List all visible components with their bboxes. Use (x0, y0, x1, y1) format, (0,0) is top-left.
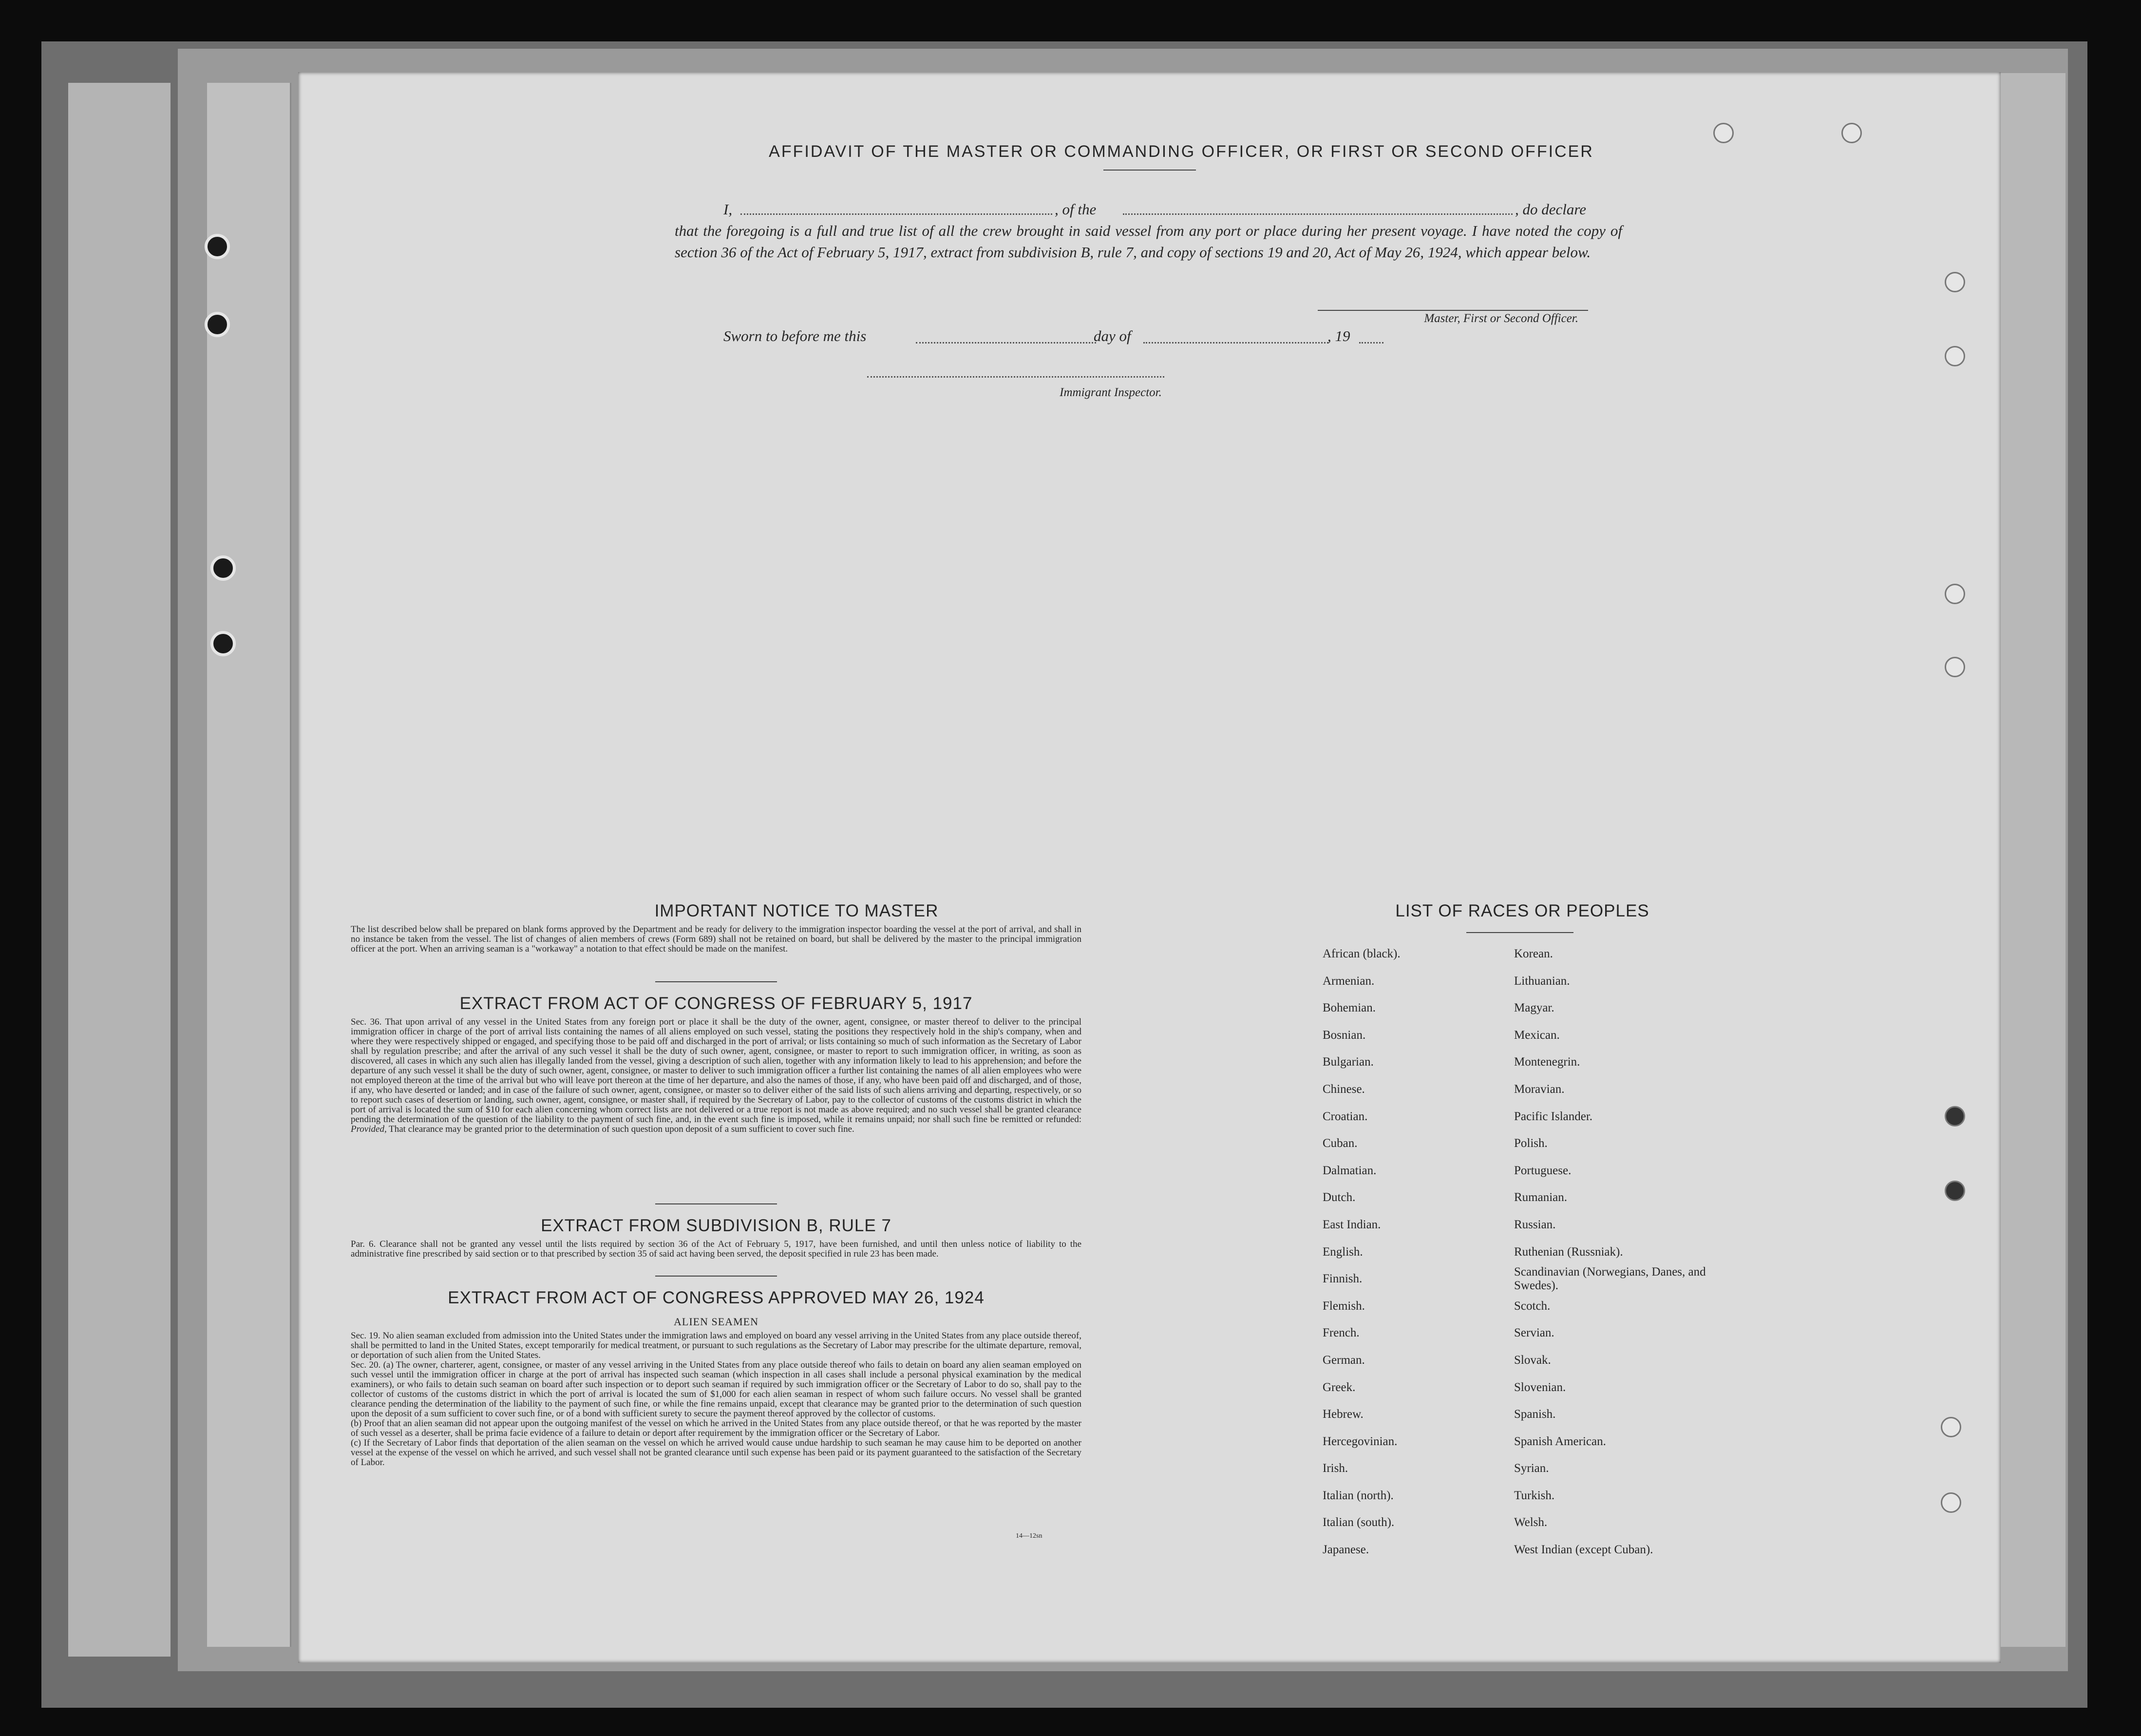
affidavit-declare: , do declare (1515, 201, 1587, 218)
sec-19-text: Sec. 19. No alien seaman excluded from admission into the United States under the immigration laws and employed on board any vessel arriving in the United States from any place outside thereof, shall be permitted to land in the United States, except temporarily for medical treatment, or pursuant to such regulations as the Secretary of Labor may prescribe for the ultimate departure, removal, or deportation of such alien from the United States. (351, 1331, 1081, 1360)
race-item: Polish. (1514, 1137, 1548, 1150)
race-item: Irish. (1323, 1462, 1348, 1475)
affidavit-title: AFFIDAVIT OF THE MASTER OR COMMANDING OFFICER, OR FIRST OR SECOND OFFICER (769, 142, 1594, 161)
affidavit-of-the: , of the (1055, 201, 1097, 218)
title-divider (1103, 170, 1196, 171)
punch-hole-icon (1945, 584, 1965, 604)
proviso-text: That clearance may be granted prior to the determination of such question upon deposit of a sum sufficient to cover such fine. (389, 1124, 854, 1134)
race-item: Cuban. (1323, 1137, 1358, 1150)
divider (655, 1276, 777, 1277)
race-item: Hercegovinian. (1323, 1434, 1398, 1448)
notice-title: IMPORTANT NOTICE TO MASTER (654, 901, 939, 920)
punch-hole-icon (1945, 1181, 1965, 1201)
punch-hole-icon (1941, 1417, 1961, 1437)
race-item: Portuguese. (1514, 1164, 1572, 1177)
notice-text: The list described below shall be prepared on blank forms approved by the Department and be ready for delivery to the immigration inspector boarding the vessel at the port of arrival, and shall in no instance be taken from the vessel. The list of changes of alien members of crews (Form 689) shall not be retained on board, but shall be delivered by the master to the principal immigration officer at the port. When an arriving seaman is a "workaway" a notation to that effect should be made on the manifest. (351, 924, 1081, 954)
inspector-line (867, 375, 1164, 378)
race-item: Armenian. (1323, 974, 1375, 988)
day-of-label: day of (1094, 327, 1131, 344)
sec-36-text: That upon arrival of any vessel in the United States from any foreign port or place it shall be the duty of the owner, agent, consignee, or master thereof to deliver to the principal immigration officer in charge of the port of arrival lists containing the names of all aliens employed on such vessel, stating the positions they respectively hold in the ship's company, when and where they were respectively shipped or engaged, and specifying those to be paid off and discharged in the port of arrival; or lists containing so much of such information as the Secretary of Labor shall by regulation prescribe; and after the arrival of any such vessel it shall be the duty of such owner, agent, consignee, or master to report to such immigration officer, in writing, as soon as discovered, all cases in which any such alien has illegally landed from the vessel, giving a description of such alien, together with any information likely to lead to his apprehension; and before the departure of any such vessel it shall be the duty of such owner, agent, consignee, or master to deliver to such immigration officer a further list containing the names of all alien employees who were not employed thereon at the time of the arrival but who will leave port thereon at the time of her departure, and also the names of those, if any, who have been paid off and discharged, and of those, if any, who have deserted or landed; and in case of the failure of such owner, agent, consignee, or master so to deliver either of the said lists of such aliens arriving and departing, respectively, or so to report such cases of desertion or landing, such owner, agent, consignee, or master shall, if required by the Secretary of Labor, pay to the collector of customs of the customs district in which the port of arrival is located the sum of $10 for each alien concerning whom correct lists are not delivered or a true report is not made as above required; and no such vessel shall be granted clearance pending the determination of the question of the liability to the payment of such fine, and, in the event such fine is imposed, while it remains unpaid; nor shall such fine be remitted or refunded: (351, 1017, 1081, 1125)
signature-line (1318, 310, 1588, 311)
affidavit-first-line (675, 199, 1622, 220)
extract-1917-title: EXTRACT FROM ACT OF CONGRESS OF FEBRUARY 5, 1917 (459, 994, 973, 1013)
day-blank (916, 327, 1096, 343)
race-item: Magyar. (1514, 1001, 1554, 1015)
race-item: Rumanian. (1514, 1191, 1568, 1204)
race-item: Montenegrin. (1514, 1055, 1580, 1069)
race-item: West Indian (except Cuban). (1514, 1543, 1653, 1557)
race-item: Scandinavian (Norwegians, Danes, and Swedes). (1514, 1265, 1706, 1292)
punch-hole-icon (1945, 657, 1965, 677)
punch-hole-icon (210, 631, 236, 656)
form-number: 14—12sn (1016, 1532, 1042, 1540)
name-blank (740, 199, 1052, 215)
proviso-label: Provided, (351, 1124, 387, 1134)
race-item: Slovenian. (1514, 1380, 1566, 1394)
month-blank (1143, 327, 1328, 343)
sec-20b-text: (b) Proof that an alien seaman did not appear upon the outgoing manifest of the vessel on which he arrived in the United States from any place outside thereof, or that he was reported by the master of such vessel as a deserter, shall be prima facie evidence of a failure to detain or deport after requirement by the immigration officer or the Secretary of Labor. (351, 1418, 1081, 1438)
race-item: Korean. (1514, 947, 1553, 960)
punch-hole-icon (205, 312, 230, 337)
race-item: Pacific Islander. (1514, 1109, 1593, 1123)
race-item: Chinese. (1323, 1082, 1365, 1096)
race-item: Turkish. (1514, 1488, 1555, 1502)
year-label: , 19 (1327, 327, 1350, 344)
sworn-label: Sworn to before me this (723, 327, 867, 344)
race-item: Slovak. (1514, 1353, 1551, 1367)
race-item: Greek. (1323, 1380, 1356, 1394)
punch-hole-icon (1713, 123, 1734, 143)
extract-1924-text (351, 1331, 1081, 1468)
race-item: Flemish. (1323, 1299, 1365, 1313)
race-item: Servian. (1514, 1326, 1554, 1340)
race-item: Dalmatian. (1323, 1164, 1377, 1177)
race-item: Russian. (1514, 1218, 1556, 1231)
punch-hole-icon (210, 555, 236, 581)
punch-hole-icon (1945, 272, 1965, 292)
race-item: Dutch. (1323, 1191, 1356, 1204)
rule-7-text: Par. 6. Clearance shall not be granted any vessel until the lists required by section 36 of the Act of February 5, 1917, have been furnished, and until then unless notice of liability to the administrative fine prescribed by said section or to that prescribed by section 35 of said act having been served, the deposit specified in rule 23 has been made. (351, 1239, 1081, 1259)
race-item: Bosnian. (1323, 1028, 1366, 1042)
race-item: Croatian. (1323, 1109, 1368, 1123)
affidavit-i: I, (723, 201, 733, 218)
race-item: Italian (south). (1323, 1516, 1395, 1529)
rule-7-title: EXTRACT FROM SUBDIVISION B, RULE 7 (541, 1216, 891, 1235)
race-item: African (black). (1323, 947, 1401, 960)
punch-hole-icon (1945, 346, 1965, 366)
inspector-caption: Immigrant Inspector. (1060, 386, 1162, 399)
race-item: Ruthenian (Russniak). (1514, 1245, 1623, 1259)
race-item: Scotch. (1514, 1299, 1551, 1313)
year-blank (1359, 327, 1383, 343)
divider (655, 981, 777, 982)
races-right-column (1514, 940, 1719, 1564)
punch-hole-icon (1945, 1106, 1965, 1126)
race-item: Spanish American. (1514, 1434, 1606, 1448)
race-item: Hebrew. (1323, 1408, 1364, 1421)
signature-caption: Master, First or Second Officer. (1424, 312, 1578, 325)
affidavit-text: that the foregoing is a full and true list of all the crew brought in said vessel from any port or place during her present voyage. I have noted the copy of section 36 of the Act of February 5, 1917, extract from subdivision B, rule 7, and copy of sections 19 and 20, Act of May 26, 1924, which appear below. (675, 222, 1622, 261)
sec-36-label: Sec. 36. (351, 1017, 382, 1027)
divider (655, 1203, 777, 1204)
race-item: East Indian. (1323, 1218, 1381, 1231)
race-item: French. (1323, 1326, 1360, 1340)
race-item: Bohemian. (1323, 1001, 1376, 1015)
race-item: Mexican. (1514, 1028, 1560, 1042)
race-item: Japanese. (1323, 1543, 1369, 1557)
affidavit-body (675, 199, 1622, 263)
race-item: Lithuanian. (1514, 974, 1570, 988)
sec-20c-text: (c) If the Secretary of Labor finds that deportation of the alien seaman on the vessel on which he arrived would cause undue hardship to such seaman he may cause him to be deported on another vessel at the expense of the vessel on which he arrived, and such vessel shall not be granted clearance until such expense has been paid or its payment guaranteed to the satisfaction of the Secretary of Labor. (351, 1438, 1081, 1468)
divider (1466, 932, 1573, 933)
punch-hole-icon (205, 234, 230, 259)
race-item: Syrian. (1514, 1462, 1549, 1475)
race-item: Finnish. (1323, 1272, 1363, 1286)
underlying-pages-left (68, 83, 171, 1657)
races-left-column (1323, 940, 1498, 1564)
races-title: LIST OF RACES OR PEOPLES (1395, 901, 1649, 920)
punch-hole-icon (1841, 123, 1862, 143)
race-item: English. (1323, 1245, 1363, 1259)
extract-1917-text (351, 1017, 1081, 1134)
alien-seamen-subtitle: ALIEN SEAMEN (674, 1316, 758, 1328)
vessel-blank (1123, 199, 1513, 215)
punch-hole-icon (1941, 1492, 1961, 1513)
race-item: Italian (north). (1323, 1488, 1394, 1502)
race-item: Welsh. (1514, 1516, 1548, 1529)
race-item: Bulgarian. (1323, 1055, 1374, 1069)
extract-1924-title: EXTRACT FROM ACT OF CONGRESS APPROVED MAY 26, 1924 (448, 1288, 985, 1307)
sworn-line (723, 327, 1454, 349)
sec-20a-text: Sec. 20. (a) The owner, charterer, agent, consignee, or master of any vessel arriving in the United States from any place outside thereof who fails to detain on board any alien seaman employed on such vessel until the immigration officer in charge at the port of arrival has inspected such seaman (which inspection in all cases shall include a personal physical examination by the medical examiners), or who fails to detain such seaman on board after such inspection or to deport such seaman if required by such immigration officer or the Secretary of Labor to do so, shall pay to the collector of customs of the customs district in which the port of arrival is located the sum of $1,000 for each alien seaman in respect of whom such failure occurs. No vessel shall be granted clearance pending the determination of the liability to the payment of such fine, or while the fine remains unpaid, except that clearance may be granted prior to the determination of such question upon the deposit of a sum sufficient to cover such fine, or of a bond with sufficient surety to secure the payment thereof approved by the collector of customs. (351, 1360, 1081, 1419)
race-item: German. (1323, 1353, 1365, 1367)
race-item: Moravian. (1514, 1082, 1565, 1096)
race-item: Spanish. (1514, 1408, 1556, 1421)
